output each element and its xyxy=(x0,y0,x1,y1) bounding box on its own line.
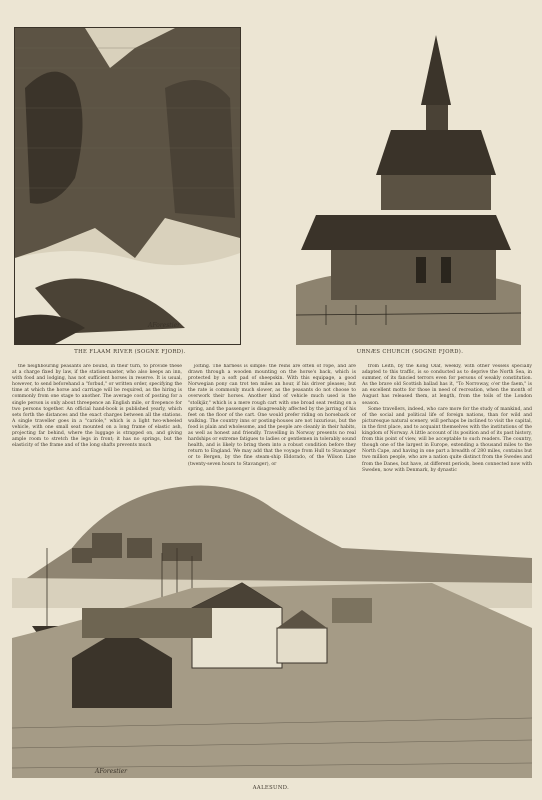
flaam-river-engraving xyxy=(14,27,241,345)
paragraph-middle: jolting. The harness is simple: the reins are often of rope, and are drawn through a wooden mounting on the horse's back, which is protected by a soft pad of sheepskin. With this equipage, a good Norwegian pony can trot ten miles an hour, if his driver pleases; but the rate is commonly much slower, as the peasants do not choose to overwork their horses. Another kind of vehicle much used is the "stolkjär," which is a mere rough cart with one broad seat resting on a spring, and the passenger is disagreeably affected by the jarring of his feet on the floor of the cart. One would prefer riding on horseback or walking. The country inns or posting-houses are not luxurious, but the food is plain and wholesome, and the people are cleanly in their habits, as well as honest and friendly. Travelling in Norway presents no real hardships or extreme fatigues to ladies or gentlemen in tolerably sound health, and is likely to bring them into a robust condition before they return to England. We may add that the voyage from Hull to Stavanger or to Bergen, by the fine steam-ship Eldorado, of the Wilson Line (twenty-seven hours to Stavanger), or xyxy=(188,364,356,467)
aalesund-engraving xyxy=(12,478,532,778)
paragraph-right-1: from Leith, by the Kong Olaf, weekly, with other vessels specially adapted to this traffic, is so conducted as to deprive the North Sea, in summer, of its fancied terrors even for persons of weakly constitution. As the brave old Scottish ballad has it, "To Norroway, o'er the faem," is an excellent motto for those in need of recreation, when the month of August has released them, at length, from the toils of the London season. xyxy=(362,364,532,406)
caption-church: URNÆS CHURCH (SOGNE FJORD). xyxy=(356,349,464,355)
paragraph-right-2: Some travellers, indeed, who care more for the study of mankind, and of the social and political life of foreign nations, than for wild and picturesque natural scenery, will perhaps be inclined to visit the capital, in the first place, and to acquaint themselves with the institutions of the kingdom of Norway. A little account of its position and of its past history, from this point of view, will be acceptable to such readers. The country, though one of the largest in Europe, extending a thousand miles to the North Cape, and having in one part a breadth of 280 miles, contains but two million people, who are a nation quite distinct from the Swedes and from the Danes, but have, at different periods, been connected now with Sweden, now with Denmark, by dynastic xyxy=(362,406,532,473)
artist-signature-1: AForestier xyxy=(148,322,181,329)
paragraph-left: the neighbouring peasants are bound, in their turn, to provide these at a charge fixed by law, if the station-master, who also keeps an inn, with food and lodging, has not sufficient horses in reserve. It is usual, however, to send beforehand a "forbud," or written order, specifying the time at which the horse and carriage will be required, as the hiring is commonly from one stage to another. The average cost of posting for a single person is only about threepence an English mile, or fivepence for two persons together. An official hand-book is published yearly, which sets forth the distances and the exact charges between all the stations. A single traveller goes in a "cariole," which is a light two-wheeled vehicle, with one small seat mounted on a long frame of elastic ash, projecting far behind, where the luggage is strapped on, and giving ample room to stretch the legs in front; it has no springs, but the elasticity of the frame and of the long shafts prevents much xyxy=(12,364,182,449)
text-column-left xyxy=(12,364,182,478)
artist-signature-2: AForestier xyxy=(95,768,128,775)
caption-aalesund: AALESUND. xyxy=(252,785,290,791)
urnaes-church-engraving xyxy=(296,35,521,345)
caption-flaam: THE FLAAM RIVER (SOGNE FJORD). xyxy=(74,349,186,355)
